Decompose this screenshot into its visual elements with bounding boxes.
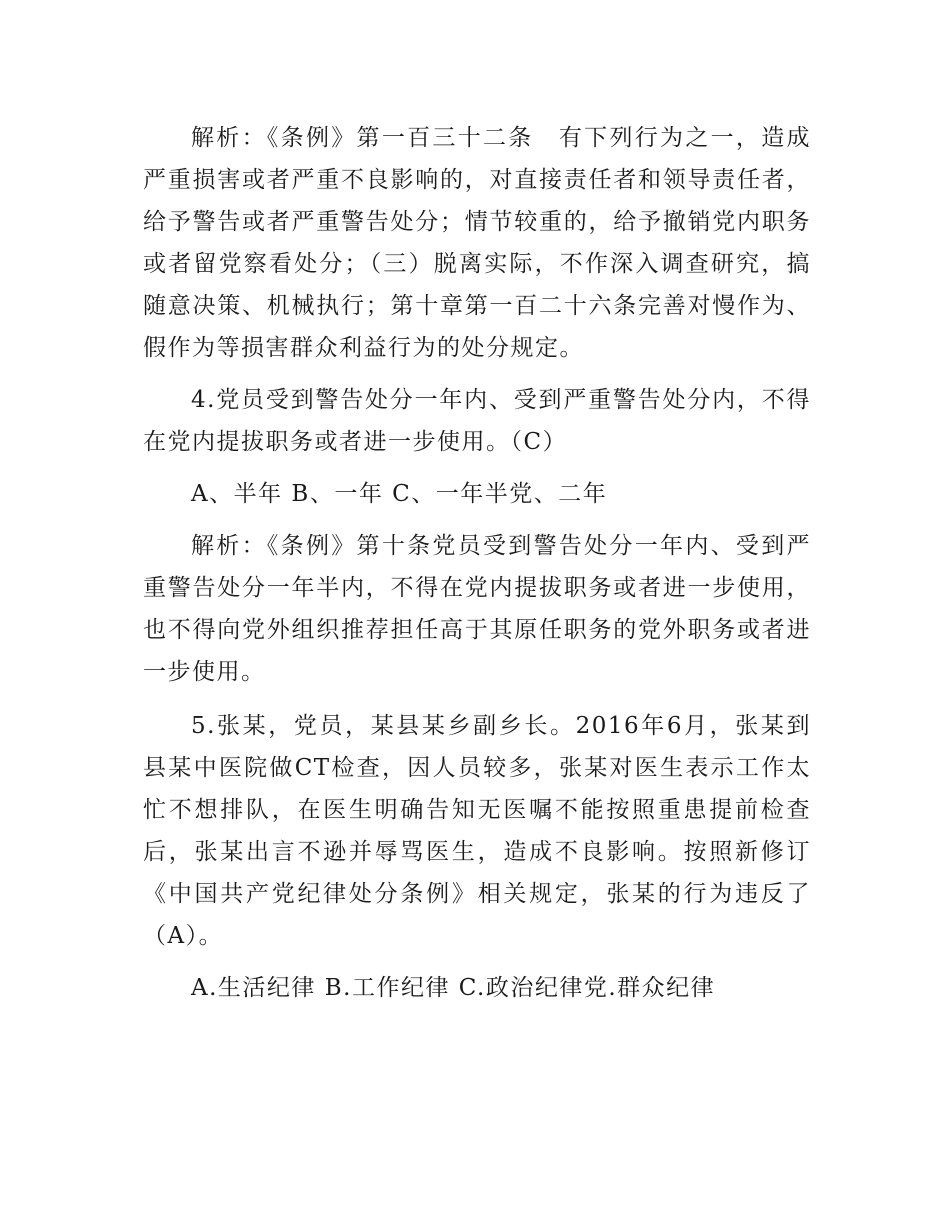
analysis-paragraph-article-132: 解析：《条例》第一百三十二条 有下列行为之一，造成严重损害或者严重不良影响的，对直接责任者和领导责任者，给予警告或者严重警告处分；情节较重的，给予撤销党内职务或者留党察看处分；（三）脱离实际，不作深入调查研究，搞随意决策、机械执行；第十章第一百二十六条完善对慢作为、假作为等损害群众利益行为的处分规定。 [143, 125, 811, 361]
document-body [143, 117, 811, 1009]
question-4: 4.党员受到警告处分一年内、受到严重警告处分内，不得在党内提拔职务或者进一步使用。（C） [143, 387, 811, 455]
analysis-paragraph-article-10: 解析：《条例》第十条党员受到警告处分一年内、受到严重警告处分一年半内，不得在党内提拔职务或者进一步使用，也不得向党外组织推荐担任高于其原任职务的党外职务或者进一步使用。 [143, 533, 811, 685]
question-4-options: A、半年 B、一年 C、一年半党、二年 [191, 481, 608, 507]
question-5: 5.张某，党员，某县某乡副乡长。2016年6月，张某到县某中医院做CT检查，因人员较多，张某对医生表示工作太忙不想排队，在医生明确告知无医嘱不能按照重患提前检查后，张某出言不逊并辱骂医生，造成不良影响。按照新修订《中国共产党纪律处分条例》相关规定，张某的行为违反了（A）。 [143, 713, 811, 949]
question-5-options: A.生活纪律 B.工作纪律 C.政治纪律党.群众纪律 [191, 975, 716, 1001]
